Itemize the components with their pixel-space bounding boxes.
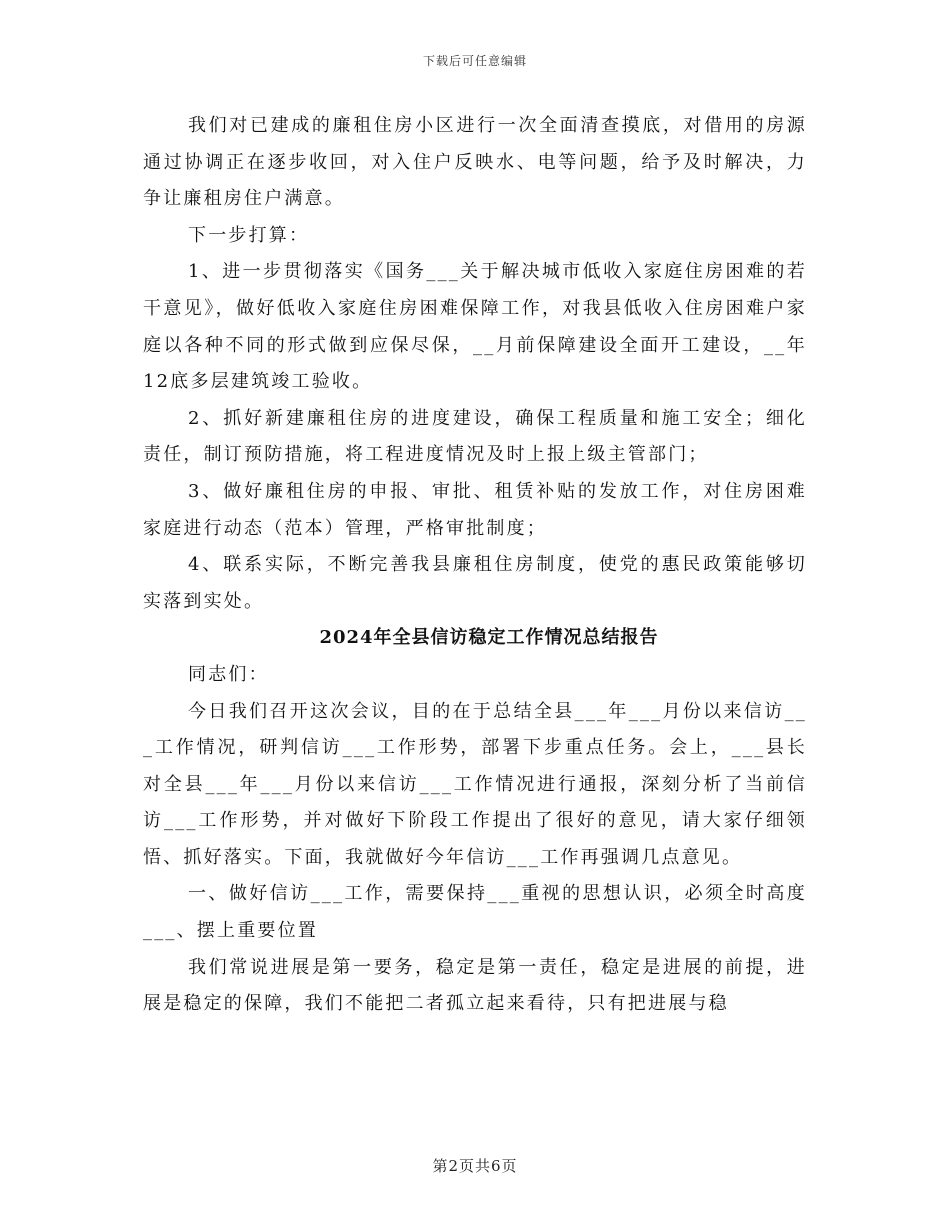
paragraph-step-3: 3、做好廉租住房的申报、审批、租赁补贴的发放工作，对住房困难家庭进行动态（范本）管理，严格审批制度； [143,480,807,539]
document-body [143,108,807,1023]
paragraph-meeting-intro: 今日我们召开这次会议，目的在于总结全县___年___月份以来信访___工作情况，研判信访___工作形势，部署下步重点任务。会上，___县长对全县___年___月份以来信访___工作情况进行通报，深刻分析了当前信访___工作形势，并对做好下阶段工作提出了很好的意见，请大家仔细领悟、抓好落实。下面，我就做好今年信访___工作再强调几点意见。 [143,700,807,868]
paragraph-next-steps-heading: 下一步打算： [188,224,310,246]
paragraph-step-1: 1、进一步贯彻落实《国务___关于解决城市低收入家庭住房困难的若干意见》，做好低收入家庭住房困难保障工作，对我县低收入住房困难户家庭以各种不同的形式做到应保尽保，__月前保障建设全面开工建设，__年12底多层建筑竣工验收。 [143,261,807,393]
report-title: 2024年全县信访稳定工作情况总结报告 [319,627,659,649]
page-header: 下载后可任意编辑 [422,54,527,68]
paragraph-section-one-heading: 一、做好信访___工作，需要保持___重视的思想认识，必须全时高度___、摆上重要位置 [143,883,807,942]
paragraph-salutation: 同志们： [188,663,269,685]
paragraph-step-2: 2、抓好新建廉租住房的进度建设，确保工程质量和施工安全；细化责任，制订预防措施，将工程进度情况及时上报上级主管部门； [143,407,807,466]
paragraph-step-4: 4、联系实际，不断完善我县廉租住房制度，使党的惠民政策能够切实落到实处。 [143,554,807,612]
paragraph-cleanup: 我们对已建成的廉租住房小区进行一次全面清查摸底，对借用的房源通过协调正在逐步收回，对入住户反映水、电等问题，给予及时解决，力争让廉租房住户满意。 [143,115,807,210]
page-number: 第2页共6页 [432,1157,518,1175]
paragraph-development-stability: 我们常说进展是第一要务，稳定是第一责任，稳定是进展的前提，进展是稳定的保障，我们不能把二者孤立起来看待，只有把进展与稳 [143,956,807,1015]
